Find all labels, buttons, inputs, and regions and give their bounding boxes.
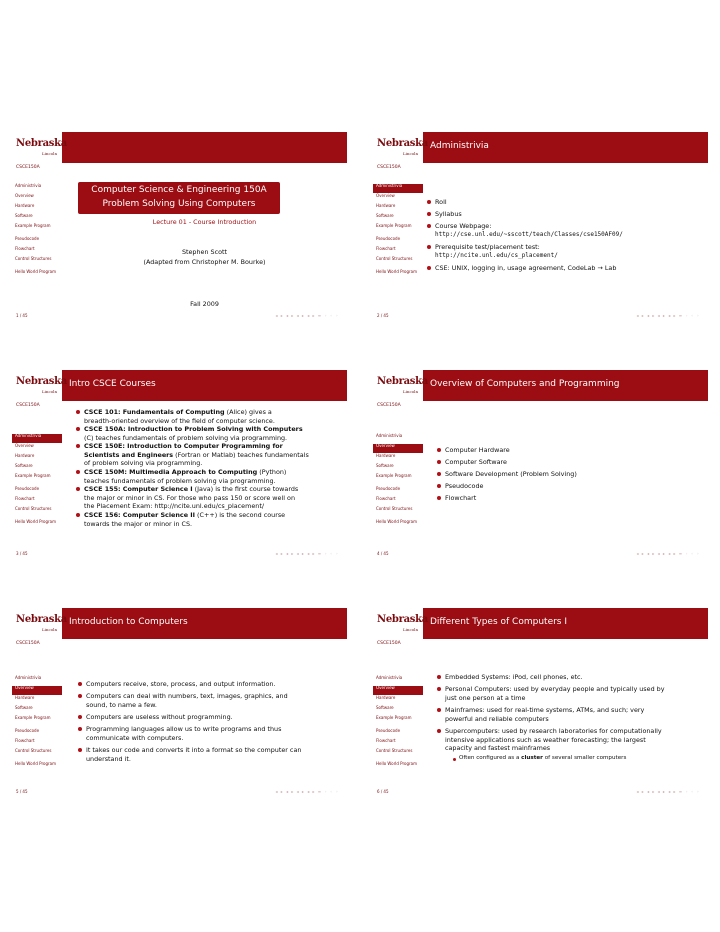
nav-item[interactable]: Hello World Program (15, 269, 57, 274)
slide-5 (12, 608, 347, 798)
bullet-item: Syllabus (435, 210, 462, 219)
logo (12, 608, 67, 639)
course-label: CSCE150A (377, 403, 401, 408)
nav-item[interactable]: Hello World Program (376, 761, 418, 766)
bullet-dot (427, 224, 431, 228)
sidebar (12, 173, 62, 322)
slide-header-bar (12, 370, 347, 401)
nav-item[interactable]: Software (376, 213, 394, 218)
bullet-item: Mainframes: used for real-time systems, ATMs, and such; very powerful and reliable computers (445, 706, 707, 723)
navigation-symbols[interactable]: ◂ ▸ ◂ ▸ ◂ ▸ ◂ ▸ ≡ ◦ ◦ ◦ (636, 789, 700, 794)
sidebar (12, 411, 62, 560)
nav-item[interactable]: Example Program (15, 223, 51, 228)
lecture-title: Lecture 01 - Course Introduction (152, 218, 257, 226)
slide-2 (373, 132, 708, 322)
webpage-url[interactable]: http://cse.unl.edu/~sscott/teach/Classes/cse150AF09/ (435, 231, 623, 238)
nav-item[interactable]: Flowchart (376, 738, 396, 743)
bullet-dot (437, 687, 441, 691)
page-number: 4 / 45 (377, 551, 389, 556)
main-title: Computer Science & Engineering 150A (91, 185, 267, 195)
slide-title: Introduction to Computers (69, 617, 188, 627)
bullet-dot (78, 682, 82, 686)
course-label: CSCE150A (16, 165, 40, 170)
nav-item[interactable]: Flowchart (376, 246, 396, 251)
bullet-dot (76, 410, 80, 414)
navigation-symbols[interactable]: ◂ ▸ ◂ ▸ ◂ ▸ ◂ ▸ ≡ ◦ ◦ ◦ (636, 551, 700, 556)
bullet-dot (78, 715, 82, 719)
page-number: 6 / 45 (377, 789, 389, 794)
nav-item[interactable]: Pseudocode (376, 236, 401, 241)
slide-title: Different Types of Computers I (430, 617, 568, 627)
course-item: CSCE 150E: Introduction to Computer Programming for Scientists and Engineers (Fortran or Matlab) teaches fundamentals of problem solving via programming. (84, 442, 339, 468)
course-item: CSCE 155: Computer Science I (Java) is the first course towards the major or minor in CS. For those who pass 150 or score well on the Placement Exam: http://ncite.unl.edu/cs_placement/ (84, 485, 339, 511)
nav-item[interactable]: Administrivia (376, 433, 403, 438)
nav-item[interactable]: Hello World Program (15, 761, 57, 766)
nav-item-active[interactable]: Overview (12, 686, 62, 695)
bullet-dot (76, 513, 80, 517)
author: Stephen Scott (181, 248, 228, 256)
slide-title: Intro CSCE Courses (69, 379, 156, 389)
nav-item[interactable]: Hardware (376, 453, 396, 458)
nav-item[interactable]: Pseudocode (15, 486, 40, 491)
navigation-symbols[interactable]: ◂ ▸ ◂ ▸ ◂ ▸ ◂ ▸ ≡ ◦ ◦ ◦ (275, 313, 339, 318)
page-number: 5 / 45 (16, 789, 28, 794)
nav-item[interactable]: Hello World Program (376, 519, 418, 524)
nav-item[interactable]: Pseudocode (15, 728, 40, 733)
bullet-item: Supercomputers: used by research laboratories for computationally intensive applications such as weather forecasting; the largest capacity and fastest mainframes (445, 727, 707, 753)
slide-header-bar (373, 370, 708, 401)
nav-item[interactable]: Hardware (376, 203, 396, 208)
logo-text: Nebraska (377, 376, 428, 387)
bullet-item: Computer Hardware (445, 446, 510, 455)
nav-item[interactable]: Administrivia (15, 183, 42, 188)
bullet-dot (453, 758, 456, 761)
sidebar (373, 411, 423, 560)
bullet-item: Computer Software (445, 458, 507, 467)
nav-item[interactable]: Administrivia (376, 675, 403, 680)
nav-item[interactable]: Overview (15, 443, 34, 448)
slide-title: Administrivia (430, 141, 489, 151)
sub-bullet-item: Often configured as a cluster of several smaller computers (459, 755, 699, 762)
page-number: 2 / 45 (377, 313, 389, 318)
logo-text: Nebraska (377, 614, 428, 625)
nav-item[interactable]: Flowchart (15, 246, 35, 251)
nav-item[interactable]: Hello World Program (15, 519, 57, 524)
nav-item[interactable]: Overview (15, 193, 34, 198)
logo-sub: Lincoln (403, 627, 419, 632)
nav-item[interactable]: Flowchart (15, 496, 35, 501)
bullet-dot (427, 212, 431, 216)
adapted-from: (Adapted from Christopher M. Bourke) (143, 258, 266, 266)
slide-header-bar (373, 132, 708, 163)
sidebar (373, 649, 423, 798)
bullet-item: Prerequisite test/placement test: (435, 243, 540, 252)
bullet-dot (427, 266, 431, 270)
nav-item[interactable]: Overview (376, 193, 395, 198)
logo-text: Nebraska (16, 614, 67, 625)
page-number: 1 / 45 (16, 313, 28, 318)
nav-item[interactable]: Control Structures (376, 256, 413, 261)
bullet-dot (437, 448, 441, 452)
bullet-dot (437, 729, 441, 733)
bullet-item: Computers receive, store, process, and output information. (86, 680, 275, 689)
placement-url[interactable]: http://ncite.unl.edu/cs_placement/ (435, 252, 558, 259)
logo-sub: Lincoln (403, 151, 419, 156)
bullet-item: It takes our code and converts it into a format so the computer can understand it. (86, 746, 301, 763)
bullet-dot (76, 470, 80, 474)
navigation-symbols[interactable]: ◂ ▸ ◂ ▸ ◂ ▸ ◂ ▸ ≡ ◦ ◦ ◦ (275, 551, 339, 556)
title-box (78, 182, 280, 214)
slide-header-bar (12, 132, 347, 163)
bullet-dot (437, 484, 441, 488)
bullet-item: Computers can deal with numbers, text, images, graphics, and sound, to name a few. (86, 692, 288, 709)
nav-item[interactable]: Pseudocode (15, 236, 40, 241)
logo-text: Nebraska (16, 138, 67, 149)
course-item: CSCE 101: Fundamentals of Computing (Alice) gives a breadth-oriented overview of the field of computer science. (84, 408, 339, 425)
nav-item[interactable]: Software (15, 213, 33, 218)
bullet-dot (427, 200, 431, 204)
nav-item[interactable]: Flowchart (15, 738, 35, 743)
nav-item[interactable]: Hello World Program (376, 269, 418, 274)
nav-item-active[interactable]: Administrivia (373, 184, 423, 193)
nav-item[interactable]: Pseudocode (376, 486, 401, 491)
navigation-symbols[interactable]: ◂ ▸ ◂ ▸ ◂ ▸ ◂ ▸ ≡ ◦ ◦ ◦ (275, 789, 339, 794)
date: Fall 2009 (190, 300, 219, 308)
logo-text: Nebraska (16, 376, 67, 387)
nav-item[interactable]: Control Structures (376, 748, 413, 753)
bullet-item: Course Webpage: (435, 222, 491, 231)
bullet-item: Flowchart (445, 494, 476, 503)
nav-item[interactable]: Example Program (15, 473, 51, 478)
slide-4 (373, 370, 708, 560)
bullet-item: CSE: UNIX, logging in, usage agreement, CodeLab → Lab (435, 264, 616, 273)
nav-item[interactable]: Example Program (376, 223, 412, 228)
nav-item[interactable]: Flowchart (376, 496, 396, 501)
nav-item[interactable]: Administrivia (15, 675, 42, 680)
bullet-item: Embedded Systems: iPod, cell phones, etc. (445, 673, 707, 682)
nav-item[interactable]: Example Program (376, 473, 412, 478)
bullet-dot (437, 708, 441, 712)
logo (373, 608, 428, 639)
slide-1 (12, 132, 347, 322)
bullet-dot (76, 487, 80, 491)
nav-item[interactable]: Control Structures (15, 256, 52, 261)
bullet-item: Roll (435, 198, 447, 207)
bullet-dot (427, 245, 431, 249)
slide-header-bar (12, 608, 347, 639)
logo (373, 132, 428, 163)
nav-item[interactable]: Hardware (376, 695, 396, 700)
bullet-dot (437, 496, 441, 500)
course-item: CSCE 156: Computer Science II (C++) is the second course towards the major or minor in CS. (84, 511, 339, 528)
bullet-item: Software Development (Problem Solving) (445, 470, 577, 479)
course-label: CSCE150A (16, 403, 40, 408)
nav-item[interactable]: Software (376, 463, 394, 468)
logo-sub: Lincoln (42, 389, 58, 394)
nav-item[interactable]: Pseudocode (376, 728, 401, 733)
logo-sub: Lincoln (42, 627, 58, 632)
nav-item[interactable]: Software (15, 463, 33, 468)
bullet-dot (437, 460, 441, 464)
bullet-dot (78, 748, 82, 752)
bullet-dot (76, 427, 80, 431)
nav-item[interactable]: Control Structures (15, 748, 52, 753)
bullet-dot (437, 472, 441, 476)
logo (12, 132, 67, 163)
course-item: CSCE 150A: Introduction to Problem Solving with Computers (C) teaches fundamentals of problem solving via programming. (84, 425, 339, 442)
bullet-dot (78, 694, 82, 698)
nav-item[interactable]: Control Structures (376, 506, 413, 511)
bullet-item: Pseudocode (445, 482, 483, 491)
nav-item[interactable]: Example Program (15, 715, 51, 720)
logo-sub: Lincoln (42, 151, 58, 156)
navigation-symbols[interactable]: ◂ ▸ ◂ ▸ ◂ ▸ ◂ ▸ ≡ ◦ ◦ ◦ (636, 313, 700, 318)
nav-item[interactable]: Hardware (15, 695, 35, 700)
logo (373, 370, 428, 401)
nav-item[interactable]: Software (376, 705, 394, 710)
course-label: CSCE150A (377, 641, 401, 646)
page-number: 3 / 45 (16, 551, 28, 556)
bullet-item: Computers are useless without programming. (86, 713, 233, 722)
bullet-dot (437, 675, 441, 679)
nav-item[interactable]: Software (15, 705, 33, 710)
bullet-item: Programming languages allow us to write programs and thus communicate with computers. (86, 725, 281, 742)
nav-item[interactable]: Hardware (15, 453, 35, 458)
main-subtitle: Problem Solving Using Computers (102, 199, 256, 209)
slide-header-bar (373, 608, 708, 639)
nav-item-active[interactable]: Administrivia (12, 434, 62, 443)
bullet-dot (78, 727, 82, 731)
logo-sub: Lincoln (403, 389, 419, 394)
slide-3 (12, 370, 347, 560)
nav-item[interactable]: Example Program (376, 715, 412, 720)
course-item: CSCE 150M: Multimedia Approach to Computing (Python) teaches fundamentals of problem solving via programming. (84, 468, 339, 485)
slide-title: Overview of Computers and Programming (430, 379, 620, 389)
nav-item[interactable]: Hardware (15, 203, 35, 208)
nav-item[interactable]: Control Structures (15, 506, 52, 511)
sidebar (12, 649, 62, 798)
slide-6 (373, 608, 708, 798)
bullet-dot (76, 444, 80, 448)
logo (12, 370, 67, 401)
course-label: CSCE150A (377, 165, 401, 170)
nav-item-active[interactable]: Overview (373, 686, 423, 695)
logo-text: Nebraska (377, 138, 428, 149)
nav-item-active[interactable]: Overview (373, 444, 423, 453)
bullet-item: Personal Computers: used by everyday people and typically used by just one person at a time (445, 685, 707, 702)
course-label: CSCE150A (16, 641, 40, 646)
sidebar (373, 173, 423, 322)
